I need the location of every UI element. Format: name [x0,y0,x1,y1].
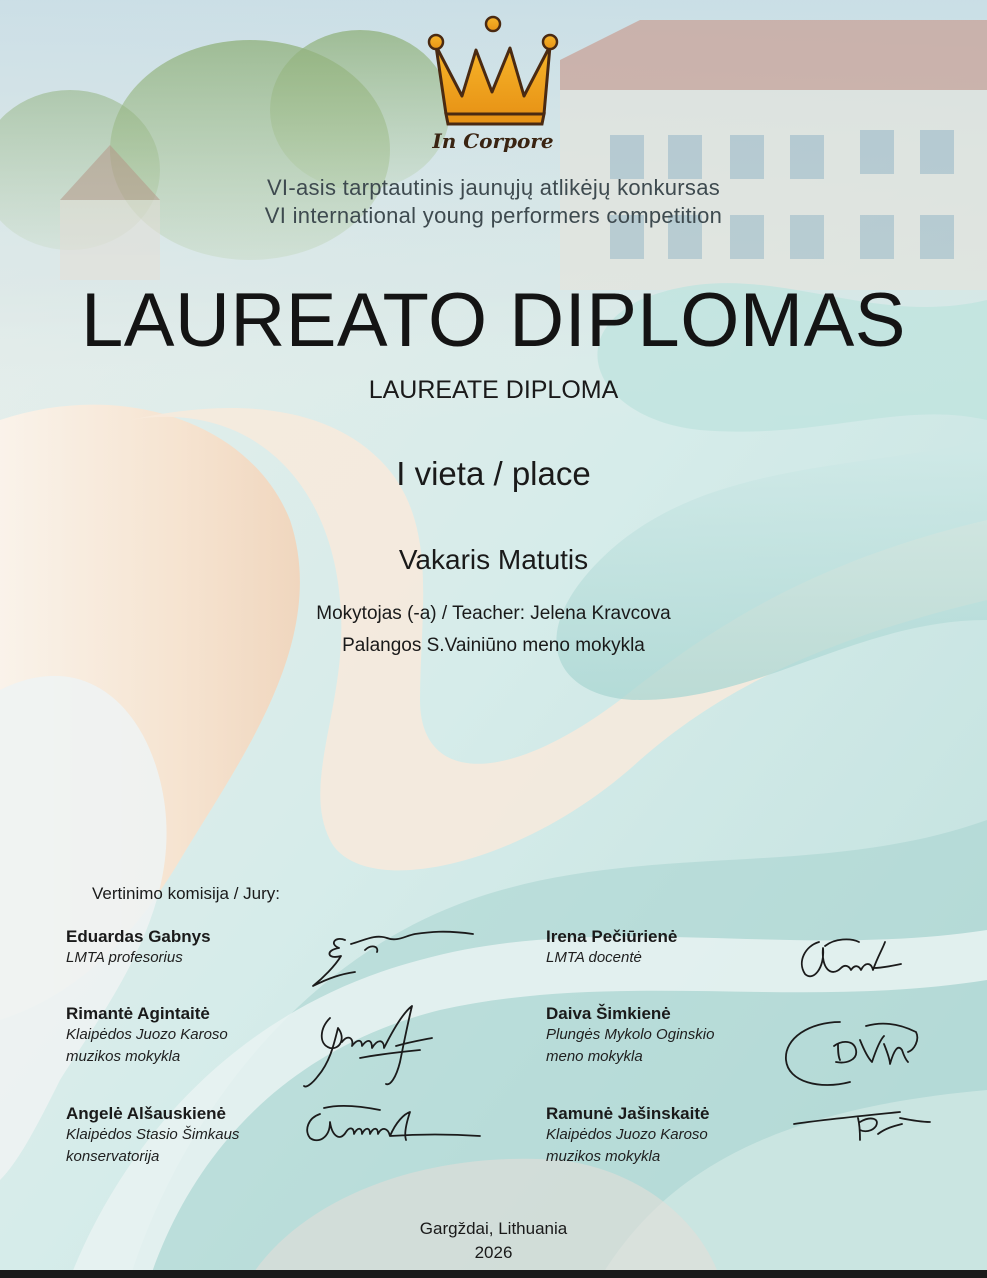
jury-name: Eduardas Gabnys [66,927,211,946]
jury-name: Angelė Alšauskienė [66,1104,226,1123]
jury-name: Daiva Šimkienė [546,1004,671,1023]
teacher: Mokytojas (-a) / Teacher: Jelena Kravcova [316,603,671,624]
jury-role: muzikos mokykla [66,1048,181,1065]
signature-jasinskaite [790,1104,935,1149]
footer-year: 2026 [474,1243,513,1262]
jury-role: LMTA profesorius [66,949,183,966]
jury-member [66,927,211,969]
jury-member [66,1104,239,1168]
jury-member [546,927,677,969]
jury-name: Irena Pečiūrienė [546,927,678,946]
jury-role: muzikos mokykla [546,1148,661,1165]
signature-peciuriene [795,928,905,988]
signature-alsauskiene [300,1100,490,1150]
competition-title-en: VI international young performers competition [264,203,723,228]
laureate-name: Vakaris Matutis [398,544,589,575]
jury-member [546,1104,709,1168]
place: I vieta / place [396,455,591,492]
jury-member [546,1004,714,1068]
jury-role: Klaipėdos Juozo Karoso [66,1026,228,1043]
jury-role: LMTA docentė [546,949,642,966]
jury-role: Klaipėdos Stasio Šimkaus [66,1126,240,1143]
jury-member [66,1004,228,1068]
jury-name: Rimantė Agintaitė [66,1004,210,1023]
footer-location: Gargždai, Lithuania [419,1219,568,1238]
in-corpore-logo [418,12,568,162]
jury-role: Plungės Mykolo Oginskio [546,1026,715,1043]
crown-icon [436,46,550,114]
jury-heading: Vertinimo komisija / Jury: [92,884,280,903]
signature-gabnys [305,922,480,992]
jury-role: konservatorija [66,1148,160,1165]
jury-role: meno mokykla [546,1048,643,1065]
diploma-title: LAUREATO DIPLOMAS [80,278,907,363]
signature-agintaite [300,998,440,1093]
jury-role: Klaipėdos Juozo Karoso [546,1126,708,1143]
school: Palangos S.Vainiūno meno mokykla [342,635,645,656]
logo-text: In Corpore [432,129,554,153]
jury-name: Ramunė Jašinskaitė [546,1104,710,1123]
competition-title-lt: VI-asis tarptautinis jaunųjų atlikėjų konkursas [266,175,721,200]
diploma-subtitle: LAUREATE DIPLOMA [368,376,619,404]
signature-simkiene [780,1010,925,1095]
